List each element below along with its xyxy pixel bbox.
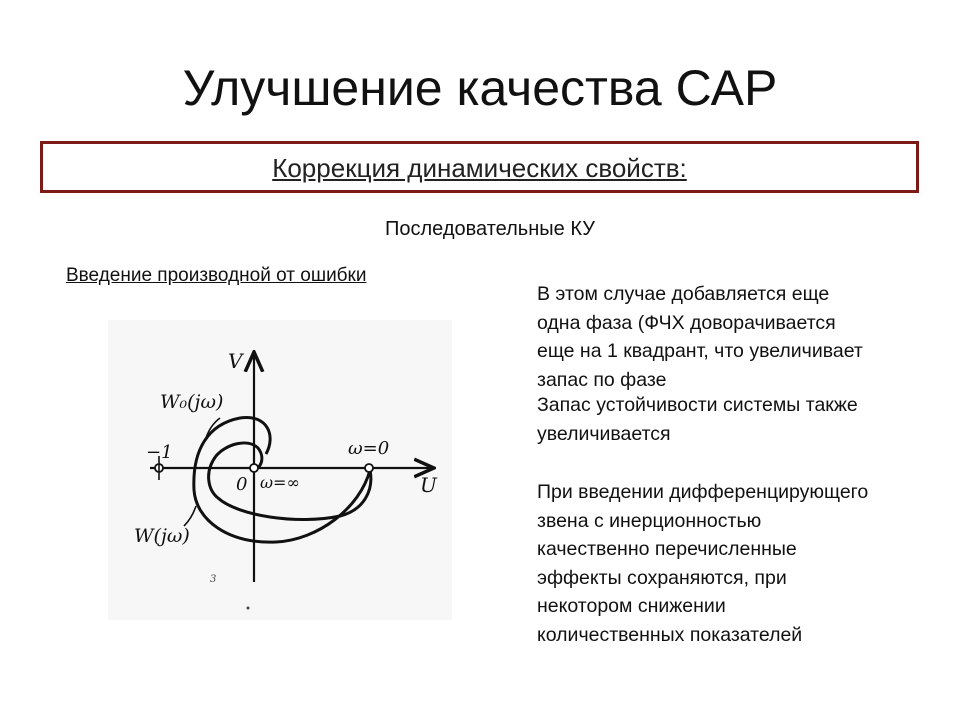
framed-heading: Коррекция динамических свойств: [272, 153, 687, 183]
label-v: V [228, 349, 243, 373]
slide-title: Улучшение качества САР [182, 60, 778, 116]
w-pointer [184, 506, 196, 526]
label-minus-one: −1 [146, 442, 173, 463]
paragraph-phase: В этом случае добавляется еще одна фаза (ФЧХ доворачивается еще на 1 квадрант, что увеличивает запас по фазе [537, 283, 863, 391]
paragraph-stability: Запас устойчивости системы также увеличивается [537, 394, 858, 445]
origin-point [250, 464, 258, 472]
nyquist-svg [108, 320, 452, 620]
framed-heading-box [40, 141, 919, 193]
label-omega-zero: ω=0 [348, 438, 390, 459]
label-w0: W₀(jω) [160, 391, 224, 413]
figure-caption: Введение производной от ошибки [66, 265, 367, 286]
paragraph-inertia: При введении дифференцирующего звена с инерционностью качественно перечисленные эффекты сохраняются, при некотором снижении количественных показателей [537, 481, 869, 646]
nyquist-diagram [108, 320, 452, 620]
label-omega-inf: ω=∞ [260, 473, 300, 492]
scan-mark: 3 [210, 574, 217, 585]
omega-zero-point [365, 464, 373, 472]
scan-dot [247, 607, 250, 610]
subheading: Последовательные КУ [385, 218, 595, 240]
label-u: U [420, 473, 437, 497]
label-origin: 0 [236, 474, 248, 495]
label-w: W(jω) [134, 525, 190, 547]
